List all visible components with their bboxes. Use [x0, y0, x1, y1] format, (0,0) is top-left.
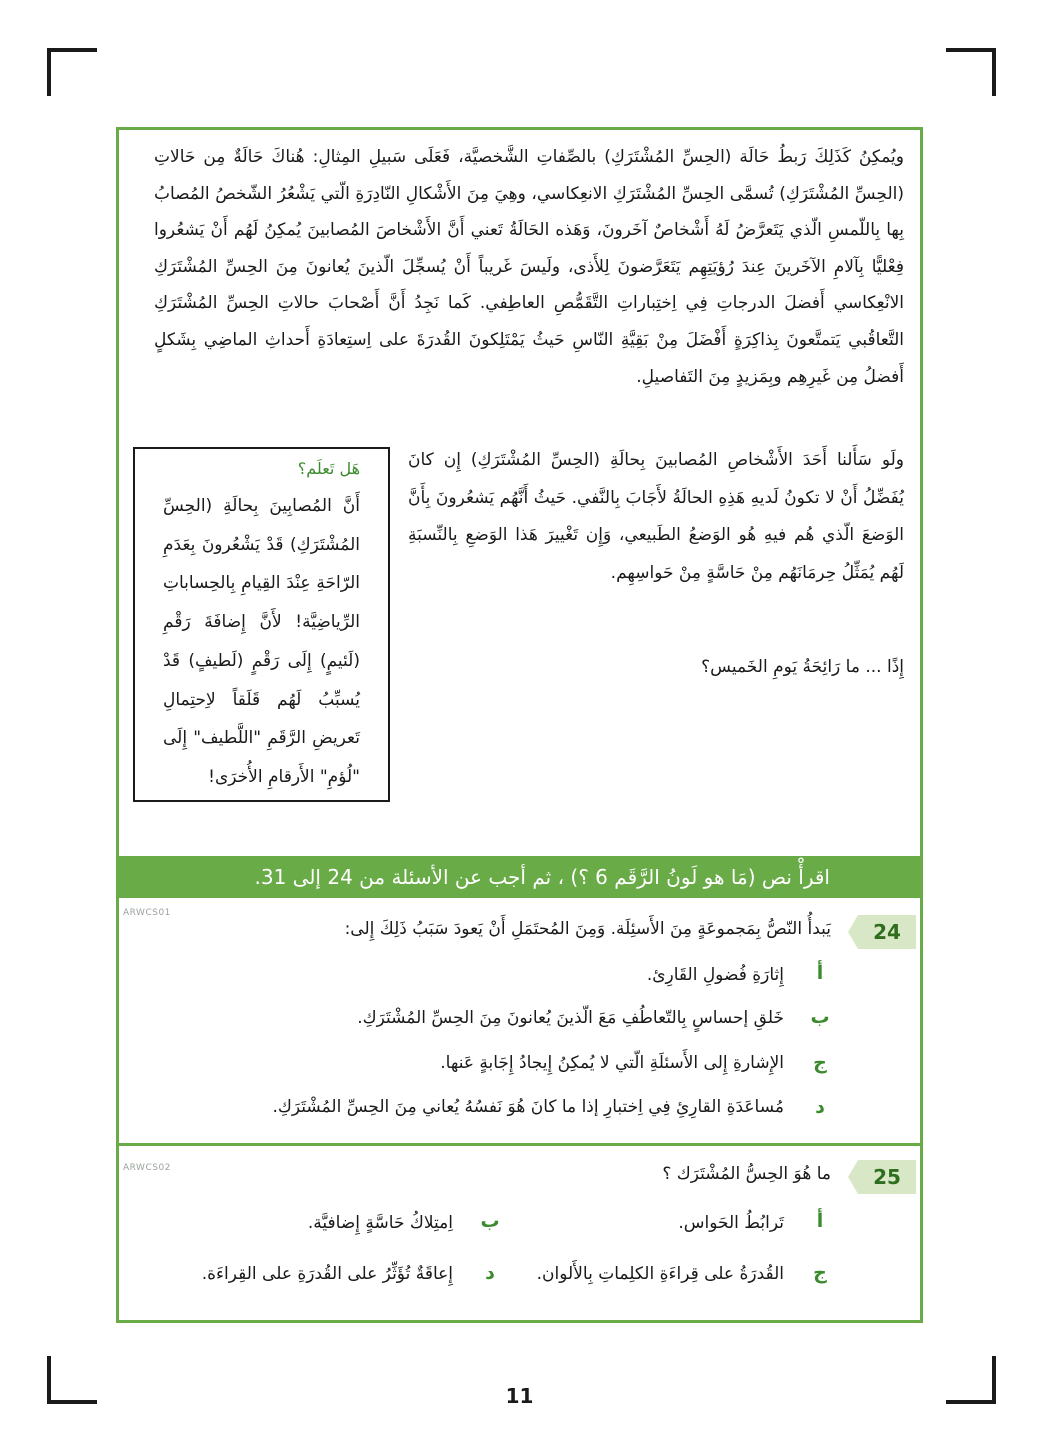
answer-option[interactable]: الإِشارةِ إِلى الأَسئلَةِ الّتي لا يُمكِنُ إِيجادُ إِجَابةٍ عَنها.	[440, 1053, 784, 1073]
crop-mark-top-right	[946, 48, 996, 96]
option-letter: أ	[816, 962, 824, 984]
option-letter: د	[485, 1262, 495, 1284]
passage-paragraph-1: ويُمكِنُ كَذَلِكَ رَبطُ حَالَة (الحِسِّ المُشْتَرَكِ) بالصِّفاتِ الشَّخصيَّة، فَعَلَى سَبيلِ المِثالِ: هُناكَ حَالَةٌ مِن حَالاتِ (الحِسِّ المُشْتَرَكِ) تُسمَّى الحِسِّ المُشْتَرَكِ الانعِكاسي، وهِيَ مِنَ الأَشْكالِ النّادِرَةِ الّتي يَشْعُرُ الشّخصُ المُصابُ بِها بِاللّمسِ الّذي يَتَعرَّضُ لَهُ أَشْخاصٌ آخَرونَ، وَهَذه الحَالَةُ تَعني أَنَّ الأَشْخاصَ المُصابينَ يُمكِنُ لَهُم أَنْ يَشعُروا فِعْليًّا بِآلامِ الآخَرينَ عِندَ رُؤيَتِهِم يَتَعَرَّضونَ لِلأَذى، ولَيسَ غَريباً أَنْ يُسجِّلَ الّذينَ يُعانونَ مِنَ الحِسِّ المُشْتَرَكِ الانْعِكاسي أَفضلَ الدرجاتِ فِي اِختِباراتِ التَّقَمُّصِ العاطِفي. كَما نَجِدُ أَنَّ أَصْحابَ حالاتِ الحِسِّ المُشْتَرَكِ التَّعاقُبي يَتمتَّعونَ بِذاكِرَةٍ أَفْضَلَ مِنْ بَقِيَّةِ النّاسِ حَيثُ يَمْتَلِكونَ القُدرَةَ على اِستِعادَةِ أَحداثِ الماضِي بِشَكلٍ أَفضلُ مِن غَيرِهِم وبِمَزيدٍ مِنَ التَفاصيلِ.	[154, 147, 904, 387]
answer-option[interactable]: القُدرَةُ على قِراءَةِ الكلِماتِ بِالأَلوان.	[536, 1264, 784, 1284]
question-code: ARWCS01	[123, 908, 171, 918]
option-letter: ب	[810, 1006, 830, 1028]
question-number: 24	[873, 920, 901, 944]
answer-option[interactable]: خَلقِ إحساسٍ بِالتّعاطُفِ مَعَ الّذينَ يُعانونَ مِنَ الحِسِّ المُشْتَرَكِ.	[357, 1008, 784, 1028]
did-you-know-title: هَل تَعلَم؟	[297, 459, 360, 478]
question-number-badge	[858, 915, 916, 949]
answer-option[interactable]: تَرابُطُ الحَواس.	[678, 1213, 784, 1233]
badge-notch	[848, 915, 858, 949]
answer-option[interactable]: إِثارَةِ فُضولِ القَارِئ.	[646, 965, 784, 985]
question-stem: يَبدأُ النّصُّ بِمَجموعَةٍ مِنَ الأَسئِلَة. وَمِنَ المُحتَمَلِ أَنْ يَعودَ سَبَبُ ذَلِكَ إِلى:	[344, 919, 831, 939]
did-you-know-box	[133, 447, 390, 802]
option-letter: د	[815, 1096, 825, 1118]
answer-option[interactable]: اِمتِلاكُ حَاسَّةٍ إِضافيَّة.	[307, 1213, 453, 1233]
question-stem: ما هُوَ الحِسُّ المُشْتَرَك ؟	[662, 1164, 831, 1184]
answer-option[interactable]: إِعاقَةٌ تُؤَثِّرُ على القُدرَةِ على القِراءَة.	[201, 1264, 453, 1284]
instruction-banner	[119, 856, 920, 898]
passage-paragraph-3: إِذًا ... ما رَائِحَةُ يَومِ الخَميس؟	[701, 657, 904, 677]
question-code: ARWCS02	[123, 1163, 171, 1173]
question-number-badge	[858, 1160, 916, 1194]
option-letter: أ	[816, 1210, 824, 1232]
option-letter: ج	[813, 1262, 827, 1284]
passage-paragraph-2: ولَو سَأَلنا أَحَدَ الأَشْخاصِ المُصابينَ بِحالَةِ (الحِسِّ المُشْتَرَكِ) إِن كانَ يُفَضِّلُ أَنْ لا تكونُ لَديهِ هَذِهِ الحالَةُ لأَجَابَ بِالنَّفي. حَيثُ أَنَّهُم يَشعُرونَ بِأَنَّ الوَضعَ الّذي هُم فيهِ هُو الوَضعُ الطَبيعي، وَإِن تَغْييرَ هَذا الوَضعِ بِالنِّسبَةِ لَهُم يُمَثِّلُ حِرمَانَهُم مِنْ حَاسَّةٍ مِنْ حَواسِهِم.	[408, 450, 904, 583]
crop-mark-top-left	[47, 48, 97, 96]
option-letter: ج	[813, 1052, 827, 1074]
badge-notch	[848, 1160, 858, 1194]
did-you-know-body: أَنَّ المُصابِينَ بِحالَةِ (الحِسِّ المُشْتَرَكِ) قَدْ يَشْعُرونَ بِعَدَمِ الرّاحَةِ عِنْدَ القِيامِ بِالحِساباتِ الرِّياضِيَّة! لأَنَّ إِضافَةَ رَقْمِ (لَئيمٍ) إِلَى رَقْمٍ (لَطيفٍ) قَدْ يُسبِّبُ لَهُم قَلَقاً لاِحتِمالِ تَعريضِ الرَّقَمِ "اللَّطيف" إِلَى "لُؤمِ" الأَرقامِ الأُخرَى!	[163, 496, 360, 787]
question-number: 25	[873, 1165, 901, 1189]
instruction-banner-text: اقرأْ نص (مَا هو لَونُ الرَّقَم 6 ؟) ، ثم أجب عن الأسئلة من 24 إلى 31.	[254, 865, 830, 889]
answer-option[interactable]: مُساعَدَةِ القارِئِ فِي اِختبارِ إذا ما كانَ هُوَ نَفسُهُ يُعاني مِنَ الحِسِّ المُشْتَرَكِ.	[272, 1097, 784, 1117]
question-divider	[119, 1143, 920, 1146]
option-letter: ب	[480, 1210, 500, 1232]
page-number: 11	[505, 1384, 534, 1408]
